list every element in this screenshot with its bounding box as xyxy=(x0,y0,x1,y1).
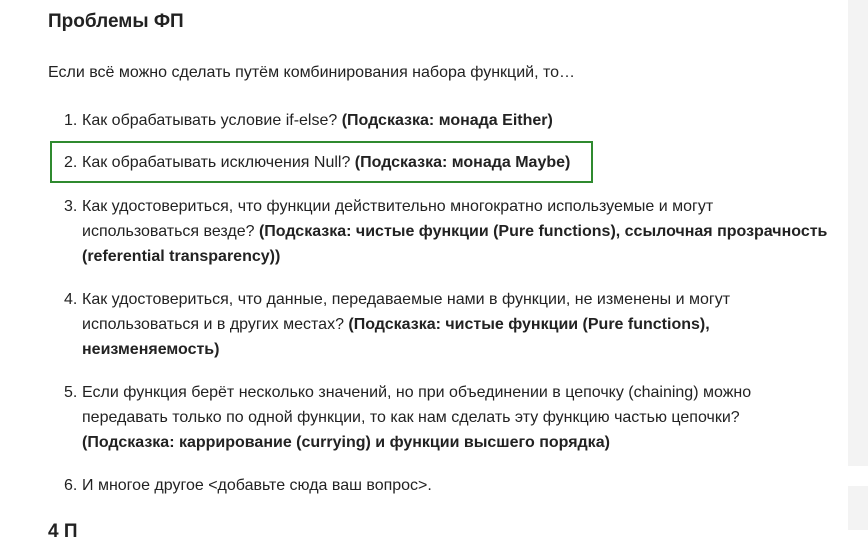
list-item-number: 5. xyxy=(64,384,78,401)
list-item-text: Если функция берёт несколько значений, но при объединении в цепочку (chaining) можно передавать только по одной функции, то как нам сделать эту функцию частью цепочки? xyxy=(82,384,752,426)
list-item-number: 1. xyxy=(64,112,78,129)
list-item-number: 6. xyxy=(64,477,78,494)
list-item-4 xyxy=(64,287,834,362)
list-item-text: И многое другое <добавьте сюда ваш вопрос>. xyxy=(82,477,432,494)
list-item-hint: (Подсказка: чистые функции (Pure functions), неизменяемость) xyxy=(82,316,710,358)
next-section-heading: 4 П xyxy=(48,521,78,542)
side-panel xyxy=(848,0,868,466)
list-item-hint: (Подсказка: каррирование (currying) и функции высшего порядка) xyxy=(82,434,610,451)
list-item-number: 2. xyxy=(64,154,78,171)
list-item-hint: (Подсказка: монада Maybe) xyxy=(354,154,571,171)
list-item-hint: (Подсказка: монада Either) xyxy=(341,112,553,129)
list-item-6 xyxy=(64,473,834,498)
list-item-text: Как удостовериться, что данные, передаваемые нами в функции, не изменены и могут использоваться и в других местах? xyxy=(82,291,731,333)
section-title: Проблемы ФП xyxy=(48,11,184,32)
list-item-1 xyxy=(64,108,834,133)
list-item-text: Как обрабатывать условие if-else? xyxy=(82,112,342,129)
intro-paragraph: Если всё можно сделать путём комбинирования набора функций, то… xyxy=(48,64,576,81)
list-item-number: 3. xyxy=(64,198,78,215)
list-item-2 xyxy=(64,150,834,175)
side-panel-lower xyxy=(848,486,868,530)
list-item-text: Как удостовериться, что функции действительно многократно используемые и могут использоваться везде? xyxy=(82,198,714,240)
list-item-number: 4. xyxy=(64,291,78,308)
list-item-text: Как обрабатывать исключения Null? xyxy=(82,154,355,171)
list-item-hint: (Подсказка: чистые функции (Pure functions), ссылочная прозрачность (referential transparency)) xyxy=(82,223,828,265)
list-item-5 xyxy=(64,380,834,455)
list-item-3 xyxy=(64,194,834,269)
